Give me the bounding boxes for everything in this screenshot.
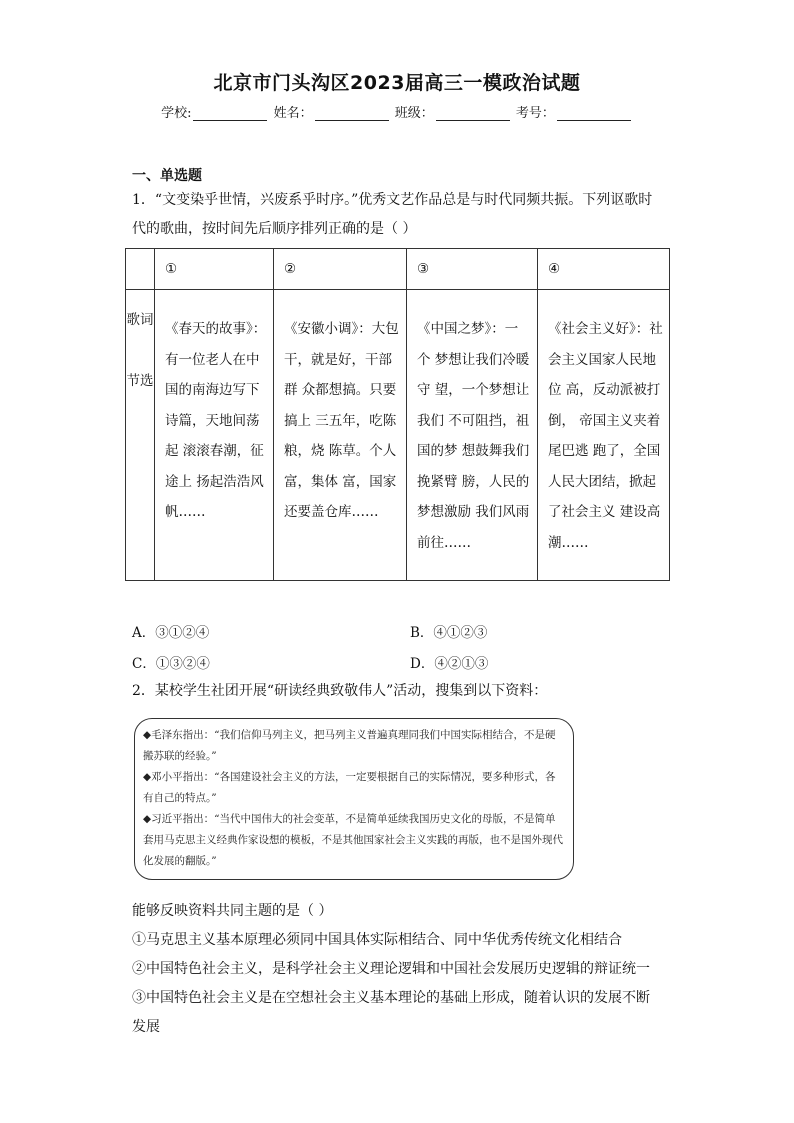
lyric-cell: 《安徽小调》：大包 干，就是好，干部群 众都想搞。只要搞上 三五年，吃陈粮，烧 陈草。个人富，集体 富，国家还要盖仓库…… xyxy=(284,321,399,520)
name-blank[interactable] xyxy=(315,106,389,121)
lyrics-table xyxy=(125,248,670,581)
page-title: 北京市门头沟区2023届高三一模政治试题 xyxy=(213,72,581,94)
quote-item: ◆毛泽东指出：“我们信仰马列主义，把马列主义普遍真理同我们中国实际相结合，不是硬搬苏联的经验。” xyxy=(143,729,556,762)
option-d[interactable]: D．④②①③ xyxy=(410,656,489,672)
question-2-prompt: 能够反映资料共同主题的是（ ） xyxy=(132,903,333,919)
question-1-stem-line2: 代的歌曲，按时间先后顺序排列正确的是（ ） xyxy=(132,221,417,237)
quote-item: ◆邓小平指出：“各国建设社会主义的方法，一定要根据自己的实际情况，要多种形式，各有自己的特点。” xyxy=(143,771,556,804)
class-blank[interactable] xyxy=(436,106,510,121)
exam-no-blank[interactable] xyxy=(557,106,631,121)
lyrics-table-header: ② xyxy=(274,249,407,290)
section-title: 一、单选题 xyxy=(132,168,202,184)
option-b[interactable]: B．④①②③ xyxy=(410,625,488,641)
lyrics-table-header: ③ xyxy=(407,249,538,290)
student-info-line xyxy=(0,102,794,121)
school-blank[interactable] xyxy=(193,106,267,121)
statement-item-continued: 发展 xyxy=(132,1019,160,1035)
quote-item: ◆习近平指出：“当代中国伟大的社会变革，不是简单延续我国历史文化的母版，不是简单套用马克思主义经典作家设想的模板，不是其他国家社会主义实践的再版，也不是国外现代化发展的翻版。” xyxy=(143,813,563,867)
lyrics-table-header-row xyxy=(126,249,670,290)
lyrics-row-header: 歌词节选 xyxy=(126,290,155,581)
lyrics-table-row xyxy=(126,290,670,581)
statement-item: ②中国特色社会主义，是科学社会主义理论逻辑和中国社会发展历史逻辑的辩证统一 xyxy=(132,961,650,977)
option-c[interactable]: C．①③②④ xyxy=(132,656,210,672)
question-1-stem-line1: 1．“文变染乎世情，兴废系乎时序。”优秀文艺作品总是与时代同频共振。下列讴歌时 xyxy=(132,192,653,208)
lyrics-table-corner xyxy=(126,249,155,290)
question-1-stem xyxy=(132,186,672,244)
lyrics-table-header: ④ xyxy=(538,249,670,290)
question-2-stem: 2．某校学生社团开展“研读经典致敬伟人”活动，搜集到以下资料： xyxy=(132,683,548,699)
lyrics-table-header: ① xyxy=(155,249,274,290)
lyric-cell: 《社会主义好》：社 会主义国家人民地位 高，反动派被打倒， 帝国主义夹着尾巴逃 跑了，全国人民大团结，掀起了社会主义 建设高潮…… xyxy=(548,321,663,551)
option-a[interactable]: A．③①②④ xyxy=(132,625,210,641)
statement-item: ①马克思主义基本原理必须同中国具体实际相结合、同中华优秀传统文化相结合 xyxy=(132,932,622,948)
class-label: 班级： xyxy=(394,106,434,121)
quote-box xyxy=(134,718,574,880)
lyric-cell: 《中国之梦》：一个 梦想让我们冷暖守 望，一个梦想让我们 不可阻挡，祖国的梦 想鼓舞我们挽紧臂 膀，人民的梦想激励 我们风雨前往…… xyxy=(417,321,530,551)
exam-no-label: 考号： xyxy=(515,106,555,121)
name-label: 姓名： xyxy=(273,106,313,121)
lyric-cell: 《春天的故事》：有一位老人在中国的南海边写下诗篇，天地间荡起 滚滚春潮，征途上 扬起浩浩风帆…… xyxy=(165,321,267,520)
statement-item: ③中国特色社会主义是在空想社会主义基本理论的基础上形成，随着认识的发展不断 xyxy=(132,990,650,1006)
school-label: 学校: xyxy=(161,106,192,121)
